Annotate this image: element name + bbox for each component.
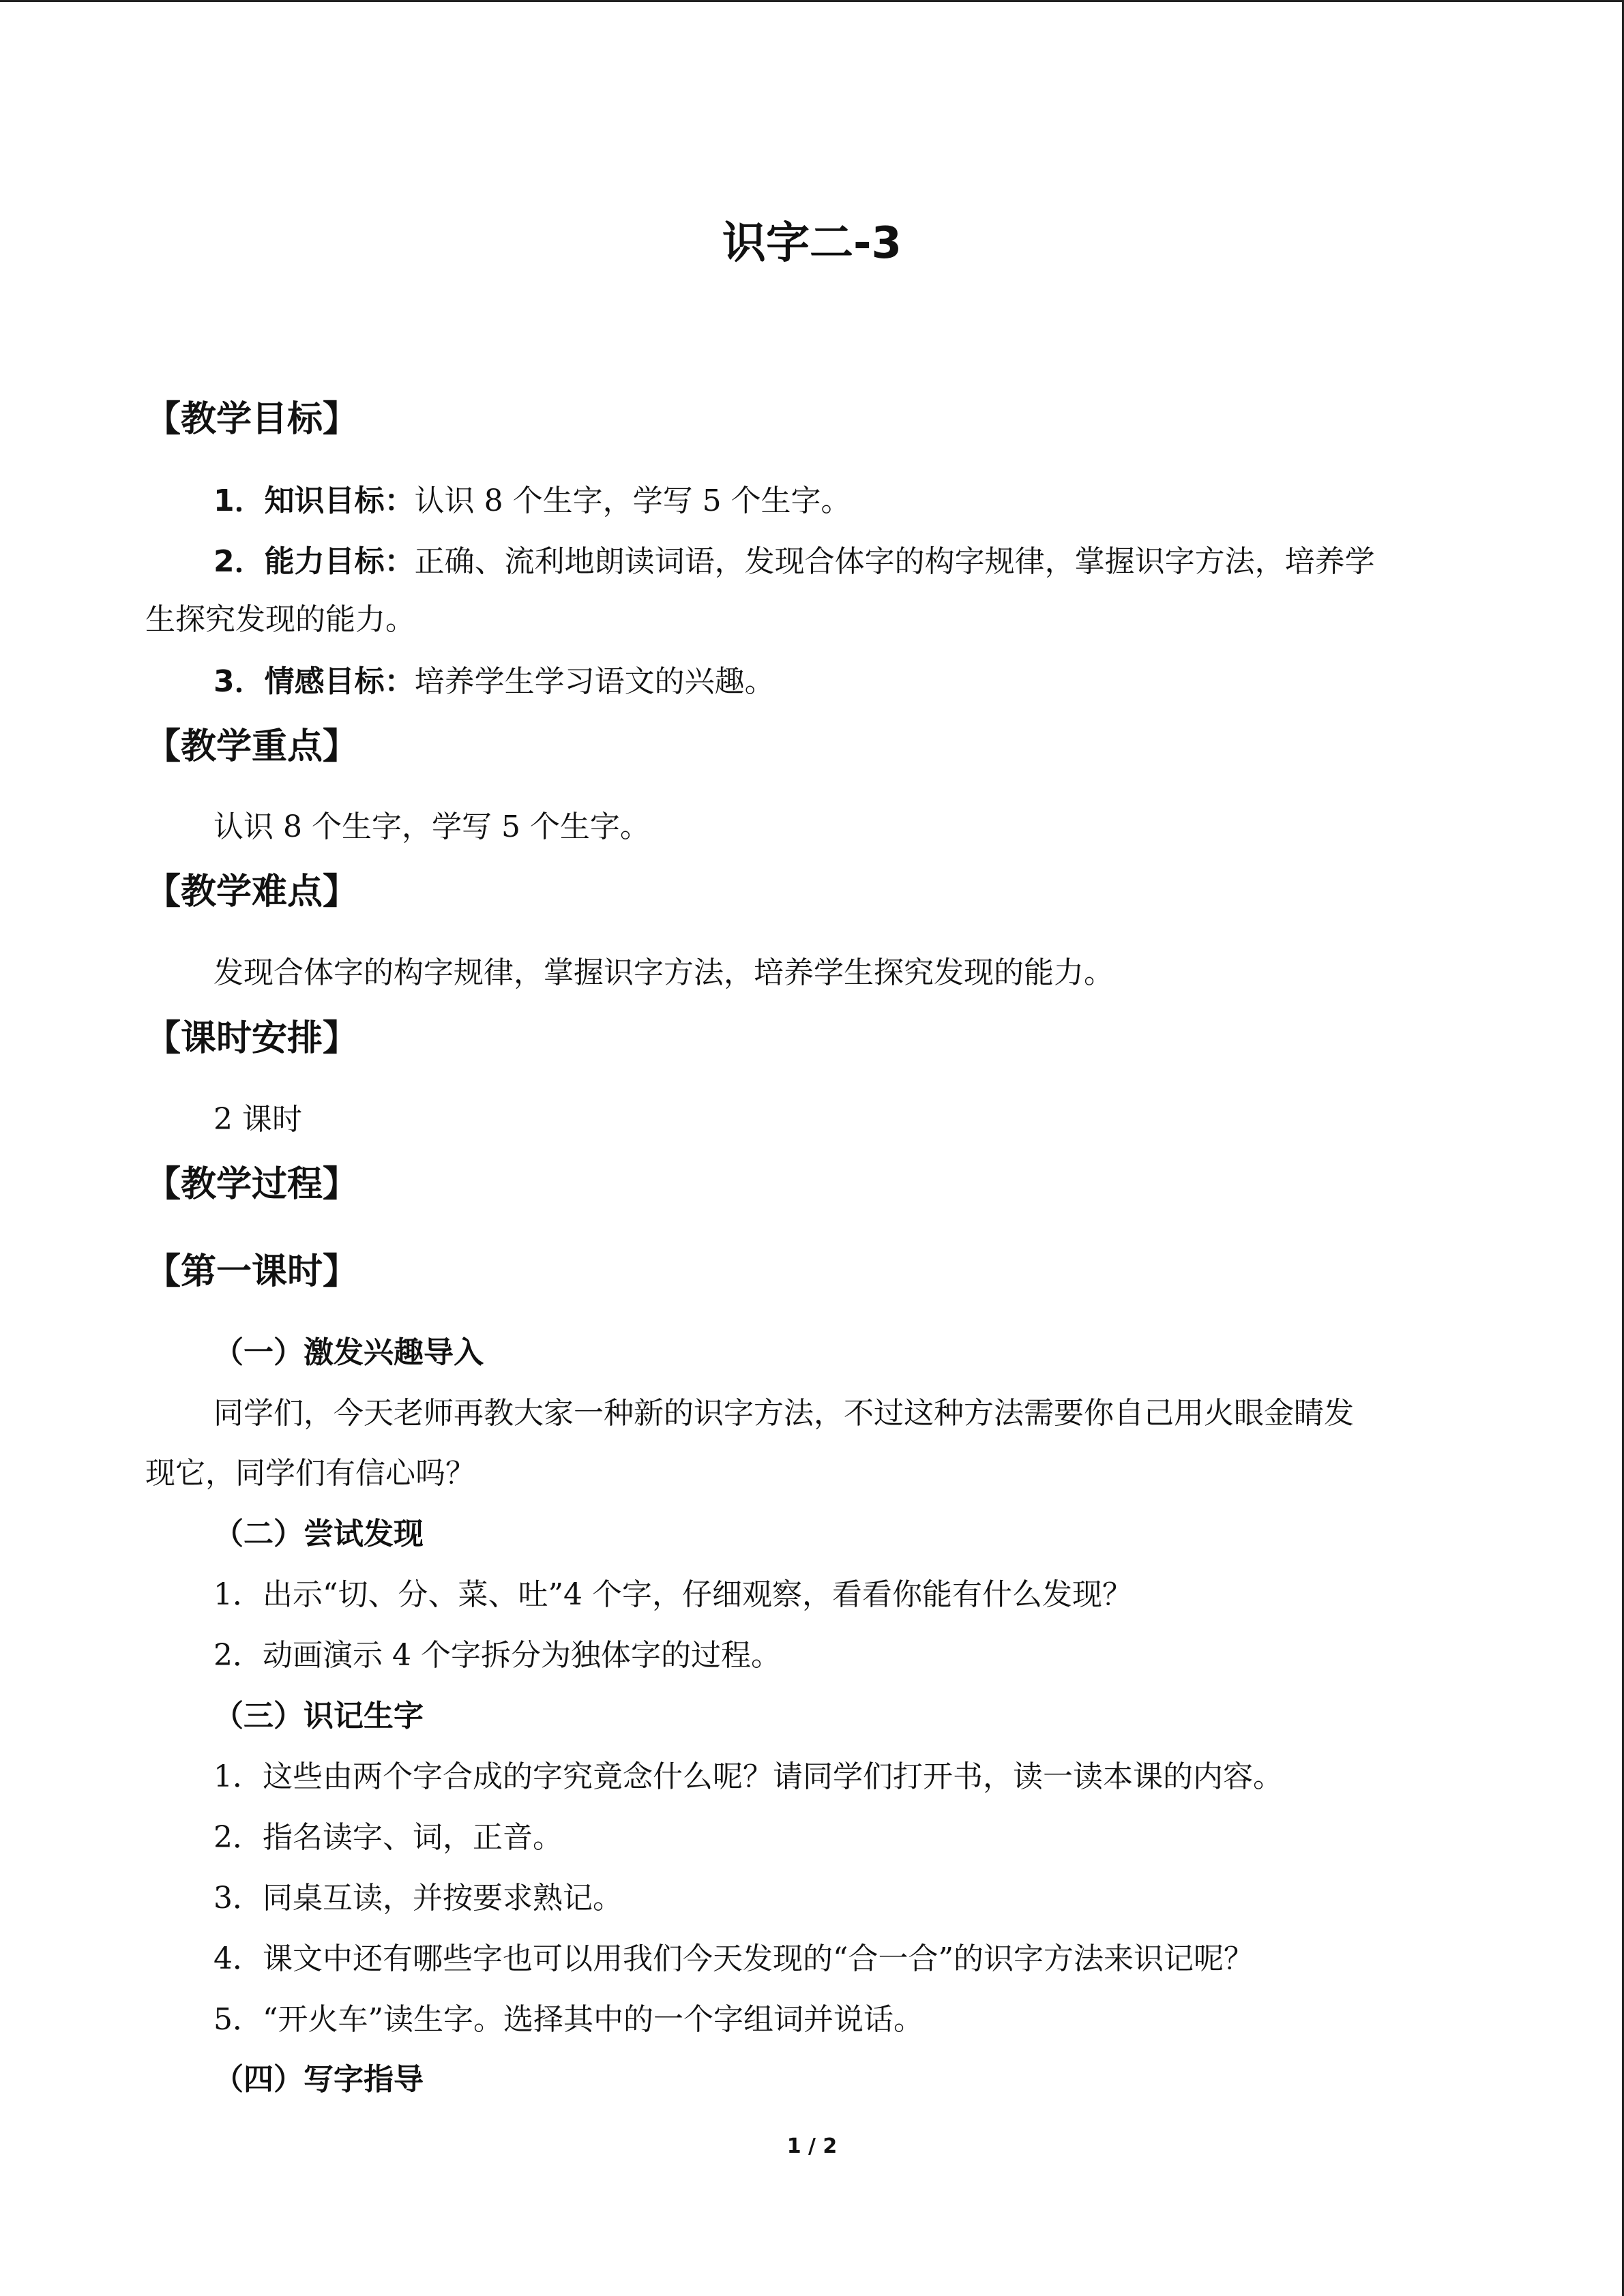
schedule-text: 2 课时 bbox=[213, 1102, 302, 1137]
part-3-item: 1．这些由两个字合成的字究竟念什么呢？请同学们打开书，读一读本课的内容。 bbox=[213, 1759, 1283, 1794]
objective-item bbox=[213, 537, 1375, 580]
difficulties-text: 发现合体字的构字规律，掌握识字方法，培养学生探究发现的能力。 bbox=[213, 955, 1114, 990]
objective-item bbox=[213, 476, 851, 520]
part-3-item: 4．课文中还有哪些字也可以用我们今天发现的“合一合”的识字方法来识记呢？ bbox=[213, 1941, 1254, 1976]
objective-item bbox=[213, 657, 775, 700]
document-title: 识字二-3 bbox=[722, 218, 902, 269]
part-1-paragraph: 同学们，今天老师再教大家一种新的识字方法，不过这种方法需要你自己用火眼金睛发 bbox=[213, 1396, 1354, 1431]
heading-objectives: 【教学目标】 bbox=[145, 399, 359, 440]
part-3-title: （三）识记生字 bbox=[213, 1699, 424, 1733]
heading-difficulties: 【教学难点】 bbox=[145, 871, 359, 912]
part-4-title: （四）写字指导 bbox=[213, 2062, 424, 2097]
heading-lesson-1: 【第一课时】 bbox=[145, 1251, 359, 1292]
heading-key-points: 【教学重点】 bbox=[145, 726, 359, 767]
part-1-paragraph-continued: 现它，同学们有信心吗？ bbox=[145, 1456, 475, 1491]
part-3-item: 2．指名读字、词，正音。 bbox=[213, 1820, 563, 1855]
part-3-item: 3．同桌互读，并按要求熟记。 bbox=[213, 1881, 623, 1915]
page-border-top bbox=[0, 0, 1624, 2]
objective-text-continued: 生探究发现的能力。 bbox=[145, 602, 415, 637]
objective-lead: 3．情感目标： bbox=[213, 664, 415, 699]
part-1-title: （一）激发兴趣导入 bbox=[213, 1335, 484, 1370]
part-3-item: 5．“开火车”读生字。选择其中的一个字组词并说话。 bbox=[213, 2002, 924, 2037]
objective-text: 正确、流利地朗读词语，发现合体字的构字规律，掌握识字方法，培养学 bbox=[414, 544, 1375, 579]
heading-schedule: 【课时安排】 bbox=[145, 1018, 359, 1059]
objective-text: 培养学生学习语文的兴趣。 bbox=[414, 664, 775, 699]
key-points-text: 认识 8 个生字，学写 5 个生字。 bbox=[213, 809, 650, 844]
part-2-item: 2．动画演示 4 个字拆分为独体字的过程。 bbox=[213, 1638, 781, 1673]
part-2-title: （二）尝试发现 bbox=[213, 1517, 424, 1551]
objective-lead: 2．能力目标： bbox=[213, 544, 415, 579]
part-2-item: 1．出示“切、分、菜、吐”4 个字，仔细观察，看看你能有什么发现？ bbox=[213, 1577, 1132, 1612]
heading-process: 【教学过程】 bbox=[145, 1164, 359, 1205]
objective-text: 认识 8 个生字，学写 5 个生字。 bbox=[414, 483, 851, 518]
page-number: 1 / 2 bbox=[786, 2134, 838, 2158]
objective-lead: 1．知识目标： bbox=[213, 483, 415, 518]
